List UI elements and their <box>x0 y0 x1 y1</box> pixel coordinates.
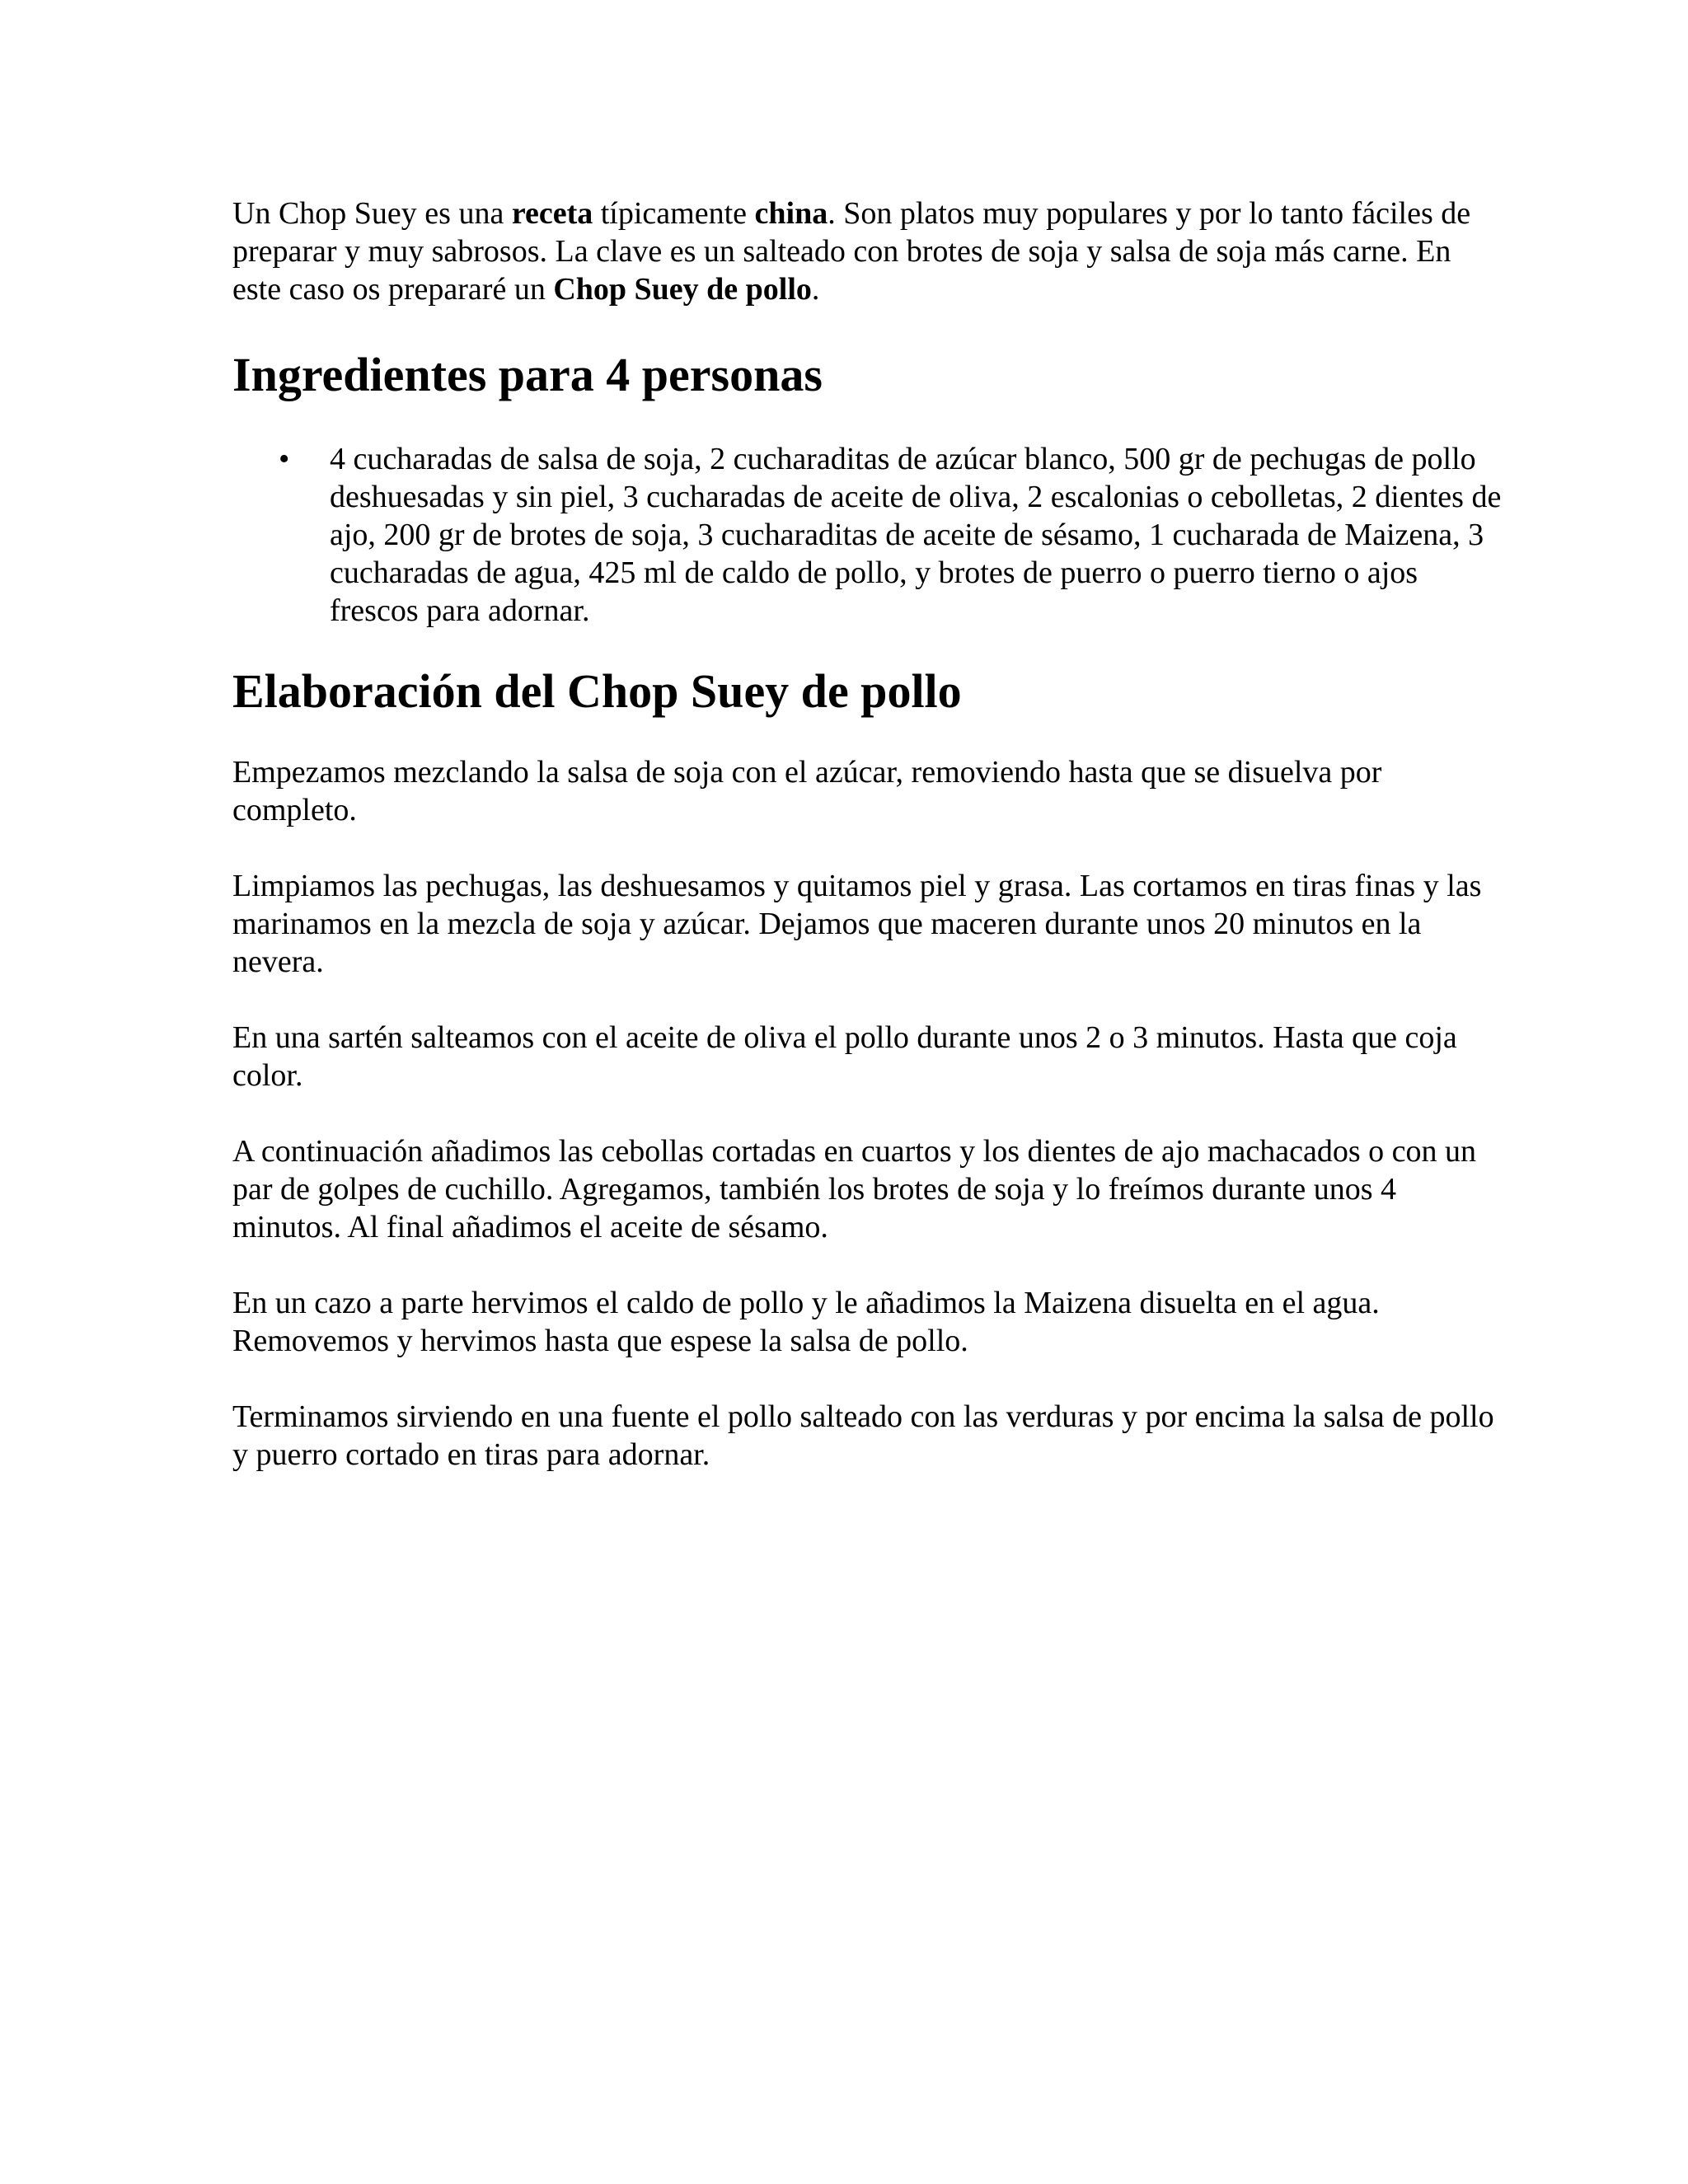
preparation-step-4: A continuación añadimos las cebollas cortadas en cuartos y los dientes de ajo machacados o con un par de golpes de cuchillo. Agregamos, también los brotes de soja y lo freímos durante unos 4 minutos. Al final añadimos el aceite de sésamo. <box>232 1134 1476 1244</box>
list-item <box>232 440 1502 630</box>
preparation-step-6: Terminamos sirviendo en una fuente el pollo salteado con las verduras y por encima la salsa de pollo y puerro cortado en tiras para adornar. <box>232 1399 1494 1472</box>
ingredients-heading: Ingredientes para 4 personas <box>232 348 823 401</box>
preparation-step-2: Limpiamos las pechugas, las deshuesamos y quitamos piel y grasa. Las cortamos en tiras finas y las marinamos en la mezcla de soja y azúcar. Dejamos que maceren durante unos 20 minutos en la nevera. <box>232 869 1482 979</box>
intro-bold-china: china <box>754 196 828 231</box>
intro-text-2: típicamente <box>593 196 755 231</box>
ingredients-text: 4 cucharadas de salsa de soja, 2 cucharaditas de azúcar blanco, 500 gr de pechugas de pollo deshuesadas y sin piel, 3 cucharadas de aceite de oliva, 2 escalonias o cebolletas, 2 dientes de ajo, 200 gr de brotes de soja, 3 cucharaditas de aceite de sésamo, 1 cucharada de Maizena, 3 cucharadas de agua, 425 ml de caldo de pollo, y brotes de puerro o puerro tierno o ajos frescos para adornar. <box>330 442 1502 628</box>
intro-text-3: . Son platos muy populares y por lo tanto fáciles de preparar y muy sabrosos. La clave es un salteado con brotes de soja y salsa de soja más carne. En este caso os prepararé un <box>232 196 1471 307</box>
intro-text-1: Un Chop Suey es una <box>232 196 512 231</box>
preparation-step-1: Empezamos mezclando la salsa de soja con el azúcar, removiendo hasta que se disuelva por completo. <box>232 755 1382 827</box>
intro-bold-receta: receta <box>511 196 593 231</box>
bullet-icon: • <box>279 442 290 476</box>
preparation-step-3: En una sartén salteamos con el aceite de oliva el pollo durante unos 2 o 3 minutos. Hasta que coja color. <box>232 1020 1457 1093</box>
ingredients-list <box>232 440 1502 630</box>
document-page <box>232 194 1502 1511</box>
intro-paragraph <box>232 194 1502 308</box>
intro-bold-dish-name: Chop Suey de pollo <box>553 272 812 307</box>
intro-text-4: . <box>811 272 820 307</box>
preparation-step-5: En un cazo a parte hervimos el caldo de pollo y le añadimos la Maizena disuelta en el agua. Removemos y hervimos hasta que espese la salsa de pollo. <box>232 1286 1380 1358</box>
preparation-heading: Elaboración del Chop Suey de pollo <box>232 664 962 718</box>
